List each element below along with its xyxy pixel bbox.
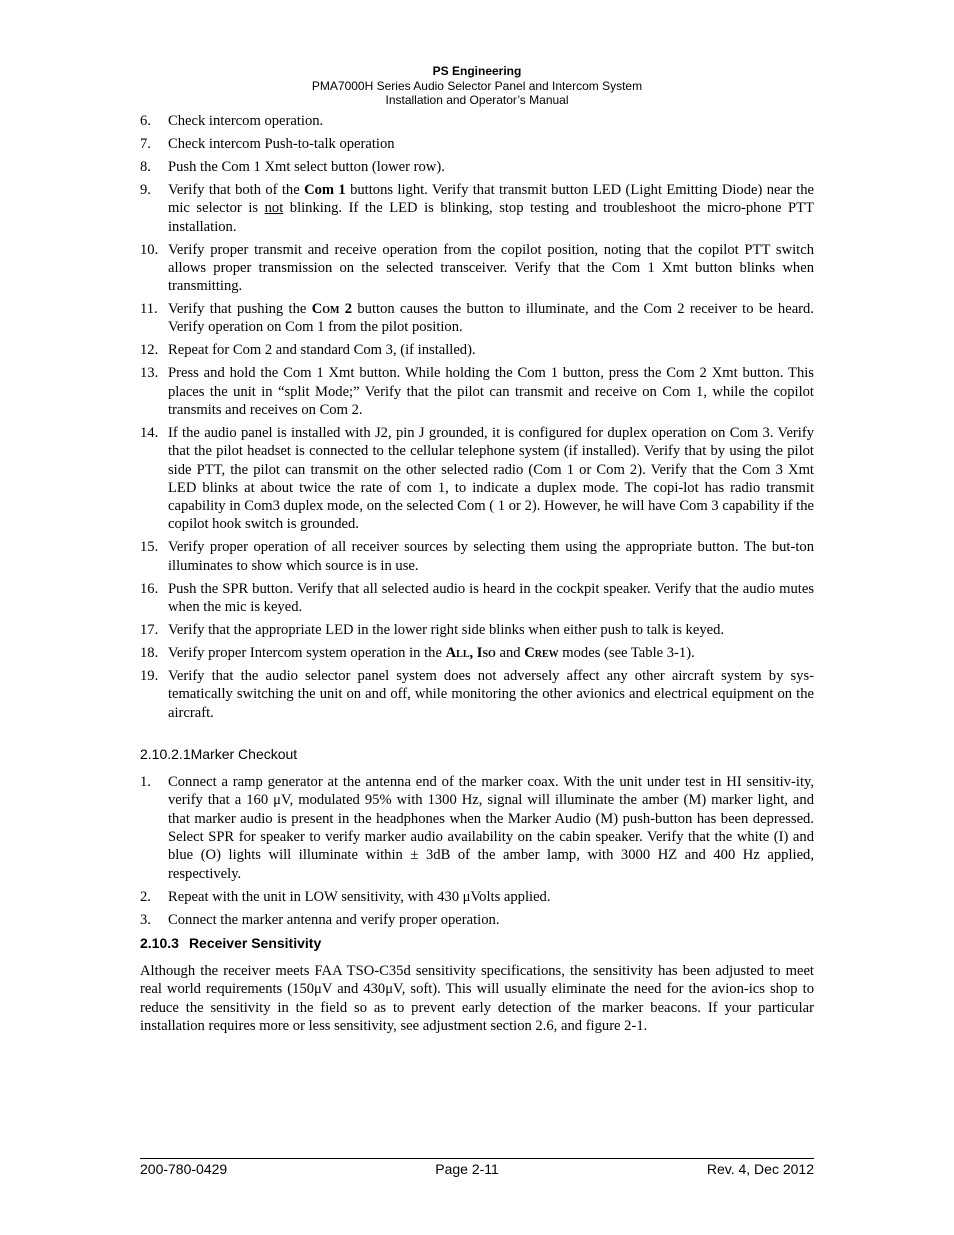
step-text: Verify that the appropriate LED in the lower right side blinks when either push to talk is keyed. [168,621,725,638]
step-number: 13. [140,365,159,382]
manual-subtitle: Installation and Operator’s Manual [385,93,569,108]
step-text: modes (see Table 3-1). [558,644,695,661]
receiver-sensitivity-heading [140,934,814,952]
list-item [140,773,814,883]
step-text: Verify that pushing the [168,301,312,318]
manual-title: PMA7000H Series Audio Selector Panel and Intercom System [311,78,643,93]
step-text-smallcaps: Crew [524,644,559,661]
section-title: Receiver Sensitivity [188,934,322,951]
step-text: Push the Com 1 Xmt select button (lower row). [168,158,445,175]
list-item [140,241,814,296]
step-text: and [495,644,525,661]
step-number: 6. [140,113,151,129]
step-text: Check intercom operation. [168,113,324,129]
page-body [140,112,814,1035]
step-number: 19. [140,667,159,684]
list-item [140,135,814,153]
step-number: 2. [140,888,151,905]
step-number: 3. [140,911,151,928]
step-text: Push the SPR button. Verify that all selected audio is heard in the cockpit speaker. Verify that the audio mutes when the mic is keyed. [168,580,814,615]
list-item [140,424,814,534]
step-text: Verify proper Intercom system operation in the [168,644,446,661]
marker-steps-list [140,773,814,929]
step-text: Connect the marker antenna and verify proper operation. [168,911,500,928]
list-item [140,364,814,419]
step-number: 12. [140,342,159,359]
list-item [140,580,814,617]
list-item [140,644,814,662]
list-item [140,888,814,906]
step-number: 1. [140,774,151,791]
step-text: button causes the button to illuminate, and the Com 2 receiver to be heard. Verify operation on Com 1 from the pilot position. [168,301,814,336]
step-text: Press and hold the Com 1 Xmt button. While holding the Com 1 button, press the Com 2 Xmt button. This places the unit in “split Mode;” Verify that the pilot can transmit and receive on Com 1, while the copilot transmits and receives on Com 2. [168,365,814,418]
step-text: Verify that the audio selector panel system does not adversely affect any other aircraft system by sys-tematically switching the unit on and off, while monitoring the other avionics and electrical equipment on the aircraft. [168,667,814,721]
list-item [140,181,814,236]
step-text: Repeat with the unit in LOW sensitivity, with 430 μVolts applied. [168,888,551,905]
step-number: 8. [140,158,151,175]
step-number: 16. [140,580,159,597]
list-item [140,341,814,359]
list-item [140,112,814,130]
step-text: Connect a ramp generator at the antenna end of the marker coax. With the unit under test in HI sensitiv-ity, verify that a 160 μV, modulated 95% with 1300 Hz, signal will illuminate the amber (M) marker light, and that marker audio is present in the headphones when the Marker Audio (M) push-button has been depressed. Select SPR for speaker to verify marker audio availability on the cabin speaker. Verify that the white (I) and blue (O) lights will illuminate within ± 3dB of the amber lamp, with 3000 HZ and 400 Hz applied, respectively. [168,774,814,882]
list-item [140,911,814,929]
step-number: 11. [140,301,158,318]
revision-info: Rev. 4, Dec 2012 [706,1161,814,1177]
step-text: Check intercom Push-to-talk operation [168,135,395,152]
step-number: 7. [140,135,151,152]
step-text: blinking. If the LED is blinking, stop testing and troubleshoot the micro-phone PTT installation. [168,200,814,235]
step-text-bold: Com 1 [304,181,346,198]
page-header [0,64,954,108]
company-name: PS Engineering [432,64,522,78]
step-text-underlined: not [264,200,284,217]
section-number: 2.10.3 [140,934,179,951]
step-text-smallcaps: All, Iso [445,644,496,661]
step-text: buttons light. Verify that transmit button LED (Light Emitting Diode) near the mic selector is [168,181,814,217]
document-number: 200-780-0429 [140,1161,228,1177]
step-number: 9. [140,181,151,198]
marker-checkout-heading: 2.10.2.1Marker Checkout [140,745,298,762]
step-text: Repeat for Com 2 and standard Com 3, (if installed). [168,342,476,359]
list-item [140,300,814,337]
list-item [140,667,814,722]
step-number: 15. [140,539,159,556]
page-footer [140,1158,814,1177]
step-number: 17. [140,621,159,638]
step-number: 10. [140,241,159,258]
list-item [140,538,814,575]
receiver-sensitivity-paragraph: Although the receiver meets FAA TSO-C35d sensitivity specifications, the sensitivity has been adjusted to meet real world requirements (150μV and 430μV, soft). This will usually eliminate the need for the avion-ics shop to reduce the sensitivity in the field so as to prevent early detection of the marker beacons. If your particular installation requires more or less sensitivity, see adjustment section 2.6, and figure 2-1. [140,963,814,1035]
step-text: Verify proper transmit and receive operation from the copilot position, noting that the copilot PTT switch allows proper transmission on the selected transceiver. Verify that the Com 1 Xmt button blinks when transmitting. [168,241,814,295]
step-number: 14. [140,424,159,441]
list-item [140,621,814,639]
checkout-steps-list [140,112,814,722]
step-text: Verify proper operation of all receiver sources by selecting them using the appropriate button. The but-ton illuminates to show which source is in use. [168,539,814,574]
step-text: Verify that both of the [168,181,305,198]
step-number: 18. [140,644,159,661]
page-number: Page 2-11 [435,1161,499,1177]
list-item [140,158,814,176]
step-text-smallcaps: Com 2 [311,301,353,318]
step-text: If the audio panel is installed with J2, pin J grounded, it is configured for duplex operation on Com 3. Verify that the pilot headset is connected to the cellular telephone system (if installed). Verify that by using the pilot side PTT, the pilot can transmit on the other selected radio (Com 1 or Com 2). Verify that the Com 3 Xmt LED blinks at about twice the rate of com 1, to indicate a duplex mode. The copi-lot has radio transmit capability in Com3 duplex mode, on the selected Com ( 1 or 2). However, he will have Com 3 capability if the copilot hook switch is grounded. [168,424,814,533]
